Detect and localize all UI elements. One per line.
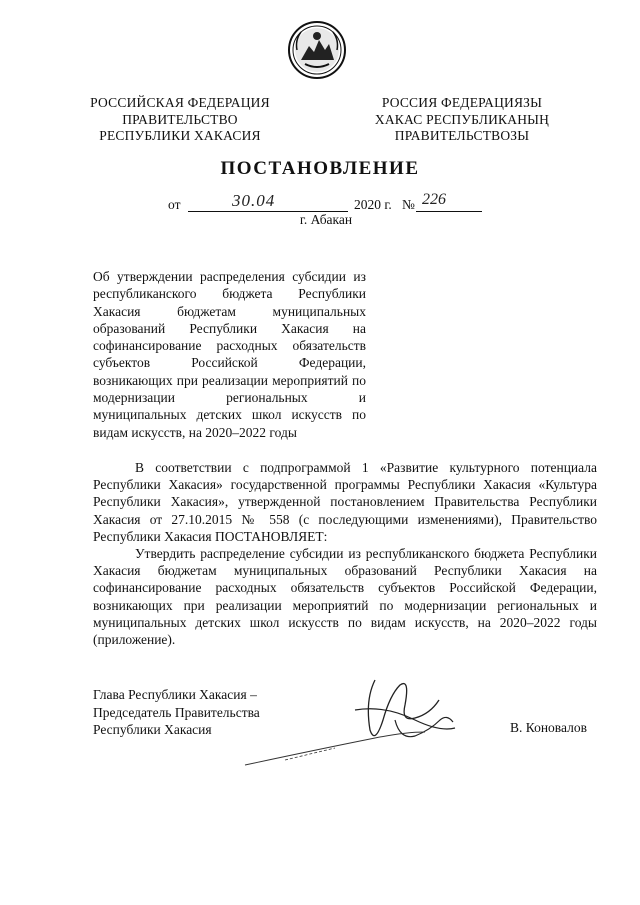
coat-of-arms-icon [287,20,347,80]
document-subject [93,268,366,441]
header-right-line: РОССИЯ ФЕДЕРАЦИЯЗЫ [381,95,543,110]
body-paragraph: В соответствии с подпрограммой 1 «Развитие культурного потенциала Республики Хакасия» государственной программы Республики Хакасия «Культура Республики Хакасия», утвержденной постановлением Правительства Республики Хакасия от 27.10.2015 № 558 (с последующими изменениями), Правительство Республики Хакасия ПОСТАНОВЛЯЕТ: [93,460,597,544]
date-prefix: от [168,197,181,212]
header-right-line: ХАКАС РЕСПУБЛИКАНЫҢ [374,111,550,127]
signatory-name: В. Коновалов [510,720,587,735]
signatory-position-line: Глава Республики Хакасия – [93,687,257,702]
number-sign: № [402,197,415,212]
header-left-line: РОССИЙСКАЯ ФЕДЕРАЦИЯ [90,95,270,110]
header-left-line: ПРАВИТЕЛЬСТВО [122,111,238,127]
body-paragraph: Утвердить распределение субсидии из республиканского бюджета Республики Хакасия бюджетам муниципальных образований Республики Хакасия на софинансирование расходных обязательств субъектов Российской Федерации, возникающих при реализации мероприятий по модернизации региональных и муниципальных детских школ искусств по видам искусств, на 2020–2022 годы (приложение). [93,546,597,648]
city-label: г. Абакан [299,212,353,227]
year-label: 2020 г. [354,197,392,212]
signatory-position-line: Республики Хакасия [93,722,212,737]
handwritten-date: 30.04 [232,191,276,210]
subject-text: Об утверждении распределения субсидии из республиканского бюджета Республики Хакасия бюджетам муниципальных образований Республики Хакасия на софинансирование расходных обязательств субъектов Российской Федерации, возникающих при реализации мероприятий по модернизации региональных и муниципальных детских школ искусств по видам искусств, на 2020–2022 годы [93,269,366,440]
header-right-line: ПРАВИТЕЛЬСТВОЗЫ [394,128,530,143]
handwritten-number: 226 [422,191,446,208]
document-body [93,459,597,648]
header-left [70,95,290,145]
signatory-position-line: Председатель Правительства [93,704,260,720]
handwritten-signature-icon [225,660,525,780]
header-left-line: РЕСПУБЛИКИ ХАКАСИЯ [99,128,261,143]
header-right [352,95,572,145]
document-title: ПОСТАНОВЛЕНИЕ [220,158,420,179]
